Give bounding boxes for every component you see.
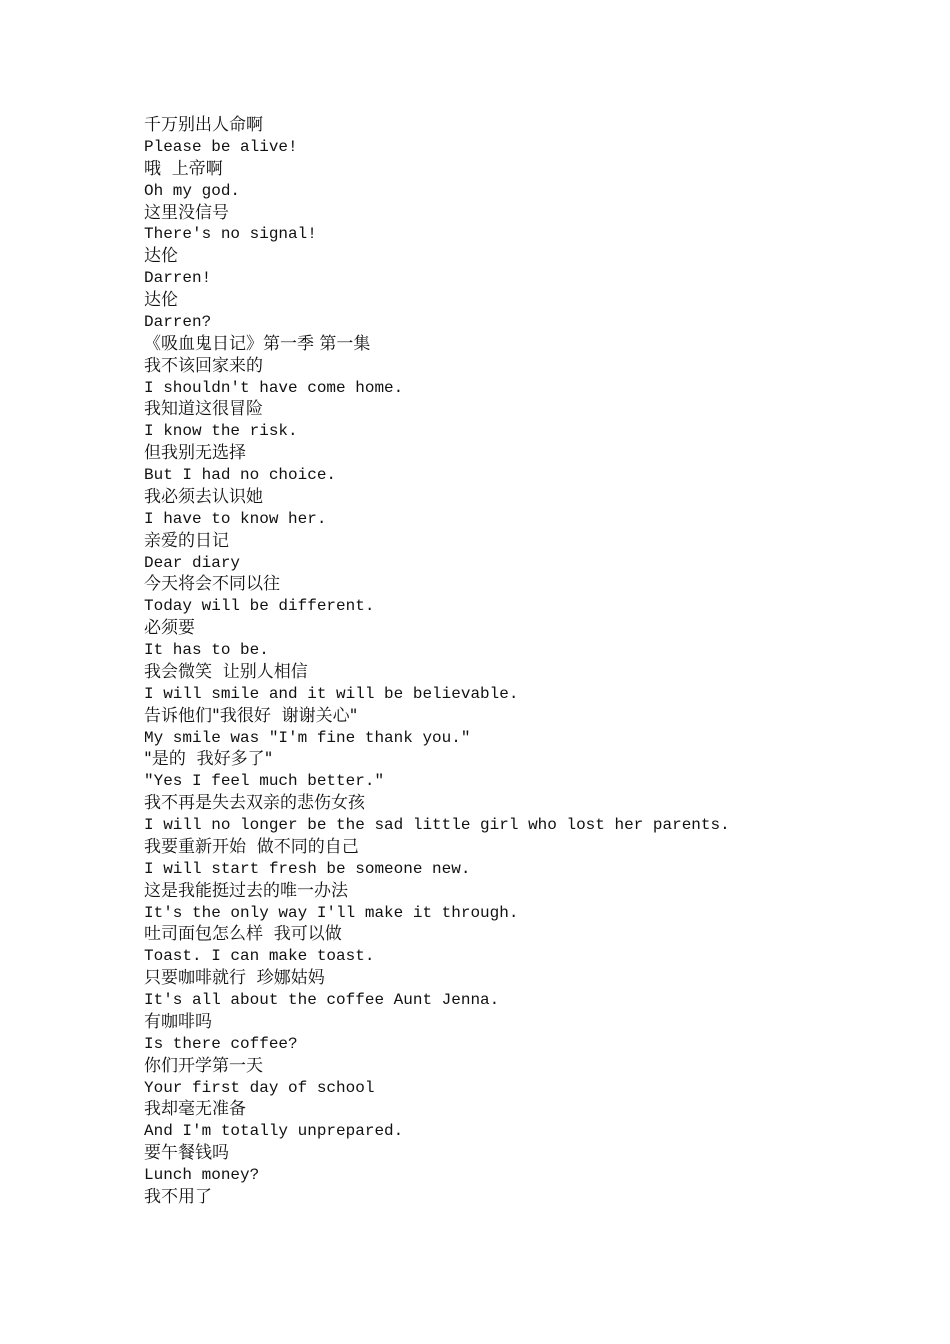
chinese-subtitle-line: 今天将会不同以往 (144, 574, 280, 595)
chinese-subtitle-line: 哦 上帝啊 (144, 158, 223, 179)
english-subtitle-line: "Yes I feel much better." (144, 772, 385, 791)
chinese-subtitle-line: 这是我能挺过去的唯一办法 (144, 880, 348, 901)
english-subtitle-line: Lunch money? (144, 1166, 260, 1184)
english-subtitle-line: Dear diary (144, 553, 241, 572)
english-subtitle-line: My smile was "I'm fine thank you." (144, 728, 471, 747)
chinese-subtitle-line: 告诉他们"我很好 谢谢关心" (144, 705, 358, 726)
chinese-subtitle-line: 你们开学第一天 (144, 1055, 263, 1076)
english-subtitle-line: I will start fresh be someone new. (144, 859, 471, 878)
subtitle-transcript (144, 115, 904, 1209)
english-subtitle-line: There's no signal! (144, 225, 317, 244)
english-subtitle-line: I will smile and it will be believable. (144, 684, 519, 703)
english-subtitle-line: I will no longer be the sad little girl who lost her parents. (144, 816, 730, 834)
english-subtitle-line: Is there coffee? (144, 1034, 298, 1053)
english-subtitle-line: Darren? (144, 312, 212, 331)
chinese-subtitle-line: 我不该回家来的 (144, 355, 263, 376)
english-subtitle-line: It has to be. (144, 641, 269, 659)
chinese-subtitle-line: 我必须去认识她 (144, 486, 263, 507)
chinese-subtitle-line: 吐司面包怎么样 我可以做 (144, 924, 342, 945)
chinese-subtitle-line: 我不用了 (144, 1186, 212, 1207)
chinese-subtitle-line: 我知道这很冒险 (144, 399, 263, 420)
english-subtitle-line: But I had no choice. (144, 466, 337, 484)
chinese-subtitle-line: 我不再是失去双亲的悲伤女孩 (144, 793, 365, 814)
english-subtitle-line: I have to know her. (144, 509, 327, 528)
english-subtitle-line: And I'm totally unprepared. (144, 1122, 404, 1141)
chinese-subtitle-line: 有咖啡吗 (144, 1011, 212, 1032)
english-subtitle-line: Darren! (144, 269, 212, 288)
english-subtitle-line: I shouldn't have come home. (144, 378, 404, 397)
english-subtitle-line: It's all about the coffee Aunt Jenna. (144, 991, 500, 1009)
chinese-subtitle-line: 我要重新开始 做不同的自己 (144, 836, 359, 857)
english-subtitle-line: Your first day of school (144, 1078, 375, 1097)
chinese-subtitle-line: 必须要 (144, 618, 195, 639)
english-subtitle-line: Oh my god. (144, 181, 241, 200)
chinese-subtitle-line: 只要咖啡就行 珍娜姑妈 (144, 968, 325, 989)
chinese-subtitle-line: 达伦 (144, 246, 178, 267)
chinese-subtitle-line: 千万别出人命啊 (144, 115, 263, 135)
chinese-subtitle-line: 但我别无选择 (144, 443, 246, 464)
english-subtitle-line: Toast. I can make toast. (144, 947, 375, 966)
chinese-subtitle-line: "是的 我好多了" (144, 749, 273, 770)
english-subtitle-line: I know the risk. (144, 422, 298, 441)
english-subtitle-line: Today will be different. (144, 597, 375, 616)
english-subtitle-line: It's the only way I'll make it through. (144, 903, 519, 922)
chinese-subtitle-line: 《吸血鬼日记》第一季 第一集 (144, 333, 371, 354)
chinese-subtitle-line: 这里没信号 (144, 202, 229, 223)
chinese-subtitle-line: 要午餐钱吗 (144, 1143, 229, 1164)
chinese-subtitle-line: 亲爱的日记 (144, 530, 229, 551)
chinese-subtitle-line: 我却毫无准备 (144, 1099, 246, 1120)
chinese-subtitle-line: 达伦 (144, 290, 178, 310)
english-subtitle-line: Please be alive! (144, 137, 298, 156)
chinese-subtitle-line: 我会微笑 让别人相信 (144, 661, 308, 682)
